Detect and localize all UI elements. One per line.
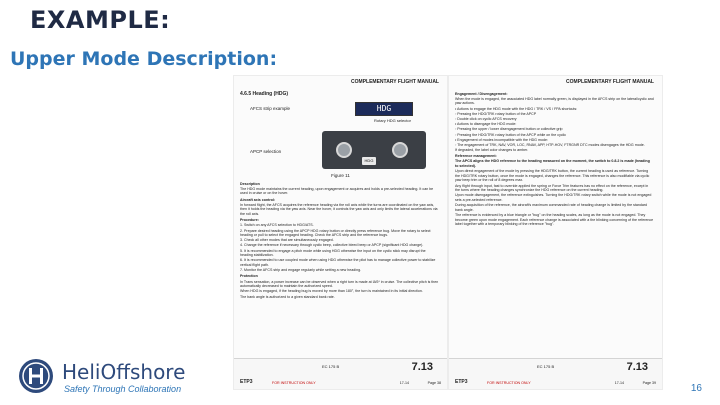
body-paragraph: 6. It is recommended to use coupled mode when using HDG otherwise the pilot has to manage collective power to stabilize vertical flight path. xyxy=(240,258,436,268)
body-paragraph: When the mode is engaged, the associated HDG label normally green, is displayed in the AFCS strip on the lateral/cyclic and yaw actions. xyxy=(455,96,654,106)
footer-ref: EC 175 B xyxy=(322,364,340,369)
body-paragraph: ◦ Pressing the HDG/TRK rotary button of the APCP while on the cyclic xyxy=(455,132,567,137)
body-paragraph: 3. Check all other modes that are simultaneously engaged. xyxy=(240,238,334,243)
body-paragraph: During acquisition of the reference, the aircraft's maximum commanded rate of heading change is limited by the standard bank angle. xyxy=(455,203,648,212)
manual-title: COMPLEMENTARY FLIGHT MANUAL xyxy=(566,79,654,85)
slide-title: EXAMPLE: xyxy=(30,6,171,34)
body-paragraph: The APCS aligns the HDG reference to the heading measured on the moment, the switch to 0.8.2 is made (heading to selected). xyxy=(455,159,650,169)
body-paragraph: Upon direct engagement of the mode by pressing the HDG/TRK button, the current heading is used as reference. Turning the HDG/TRK rotary button, once the mode is engaged, changes the reference. This reference is also modifiable via cyclic yaw beep trim or the roll of 8 degrees max. xyxy=(455,169,650,183)
body-heading: Reference management: xyxy=(455,154,497,159)
apcp-label: APCP selection xyxy=(250,149,282,154)
manual-body-text xyxy=(455,90,654,227)
logo-wordmark: HeliOffshore xyxy=(62,360,186,384)
manual-page-right xyxy=(448,75,663,390)
helioffshore-logo-icon xyxy=(18,358,54,394)
footer-note: FOR INSTRUCTION ONLY xyxy=(272,381,316,385)
body-heading: Engagement / Disengagement: xyxy=(455,91,508,96)
body-paragraph: • Actions to engage the HDG mode with the HDG / TRK / VS / FPA shortcuts: xyxy=(455,106,578,111)
section-title: 4.6.5 Heading (HDG) xyxy=(240,91,289,97)
rotary-selector-label: Rotary HDG selector xyxy=(374,118,411,123)
body-paragraph: 5. It is recommended to engage a pitch mode while using HDG otherwise the input on the cyclic stick may disrupt the heading stabilization. xyxy=(240,248,426,258)
footer-code: ETP3 xyxy=(240,379,253,385)
body-paragraph: 2. Prepare desired heading using the APCP HDG rotary button or directly press reference bug. Move the rotary to select heading or pull to select the engaged heading. Check the AFCS strip and the reference bugs. xyxy=(240,228,431,238)
helioffshore-logo xyxy=(18,358,218,398)
body-paragraph: Any flight through input, fast to override applied the spring or Force Trim features has no effect on the reference, except in the turns where the heading changes synchronize the HDG reference on the current heading. xyxy=(455,183,649,193)
manual-footer xyxy=(449,358,662,389)
body-paragraph: The HDG mode maintains the current heading, upon engagement or acquires and holds a pre-selected heading. It can be used in cruise or on the hover. xyxy=(240,186,434,196)
footer-note: FOR INSTRUCTION ONLY xyxy=(487,381,531,385)
body-paragraph: • Actions to disengage the HDG mode: xyxy=(455,122,517,127)
footer-page: Page 38 xyxy=(427,381,441,385)
footer-ref: EC 175 B xyxy=(537,364,555,369)
body-paragraph: In forward flight, the AFCS acquires the reference heading via the roll axis while the turns are coordinated on the yaw axis, then it holds the heading via the yaw axis. Near the hover, it controls the yaw axis and only limits the lateral accelerations via the roll axis. xyxy=(240,202,438,216)
body-paragraph: If degraded, the label color changes to amber. xyxy=(455,148,529,153)
body-paragraph: • Engagement of modes incompatible with the HDG mode: xyxy=(455,137,548,142)
body-paragraph: The reference is evidenced by a blue triangle or "bug" on the heading scales, as long as the mode is not engaged. They become green upon mode engagement. Each reference change is associated with a the blinking concerning of the reference label together with a temporary blinking of the reference "bug". xyxy=(455,212,654,227)
body-paragraph: Upon mode disengagement, the reference extinguishes. Turning the HDG/TRK rotary switch while the mode is not engaged sets a pre-selected reference. xyxy=(455,193,652,202)
manual-title: COMPLEMENTARY FLIGHT MANUAL xyxy=(351,79,439,85)
body-paragraph: In Trans sensation, a power increase can be observed when a right turn is made at IAS* in cruise. The collective pitch is then automatically decreased to maintain the authorized speed. xyxy=(240,279,439,289)
footer-page: Page 39 xyxy=(642,381,656,385)
manual-body-text xyxy=(240,180,439,300)
body-heading: Description xyxy=(240,181,260,186)
footer-section-number: 7.13 xyxy=(626,361,648,373)
footer-date: 17-14 xyxy=(399,381,409,385)
body-paragraph: ◦ Double click on cyclic AFCS recovery xyxy=(455,116,517,121)
logo-tagline: Safety Through Collaboration xyxy=(64,384,182,394)
body-paragraph: ◦ The engagement of TRK, NAV, VOR, LOC, RNAV, APP, HTP-HOV, FTRGNR DTC modes disengages the HDG mode. xyxy=(455,142,645,147)
manual-footer xyxy=(234,358,447,389)
body-paragraph: ◦ Pressing the upper / lower disengagement button or collective grip xyxy=(455,127,563,132)
display-label: AFCS strip example xyxy=(250,106,291,111)
hdg-button: HDG xyxy=(362,157,376,165)
slide-page-number: 16 xyxy=(690,383,702,394)
body-heading: Procedure: xyxy=(240,218,259,223)
body-paragraph: ◦ Pressing the HDG/TRK rotary button of the APCP xyxy=(455,111,537,116)
body-paragraph: 1. Switch on any AFCS selection to HDG/ATS. xyxy=(240,223,314,228)
figure-caption: Figure 11 xyxy=(331,173,350,178)
slide-subtitle: Upper Mode Description: xyxy=(10,48,278,70)
afcs-strip-display: HDG xyxy=(355,102,413,116)
body-paragraph: When HDG is engaged, if the heading bug is moved by more than 180°, the turn is maintained in its initial direction. xyxy=(240,289,423,294)
rotary-knob-icon xyxy=(392,142,408,158)
body-paragraph: 4. Change the reference if necessary through cyclic beep, collective bleed beep or APCP (significant HDG change). xyxy=(240,243,424,248)
footer-section-number: 7.13 xyxy=(411,361,433,373)
footer-code: ETP3 xyxy=(455,379,468,385)
apcp-panel-image xyxy=(322,131,426,169)
body-heading: Protection xyxy=(240,274,258,279)
body-heading: Aircraft axis control: xyxy=(240,197,276,202)
rotary-knob-icon xyxy=(336,142,352,158)
body-paragraph: 7. Monitor the AFCS strip and engage regularly while setting a new heading. xyxy=(240,268,362,273)
footer-date: 17-14 xyxy=(614,381,624,385)
manual-page-left xyxy=(233,75,448,390)
body-paragraph: The bank angle is authorized to a given standard bank rate. xyxy=(240,294,335,299)
